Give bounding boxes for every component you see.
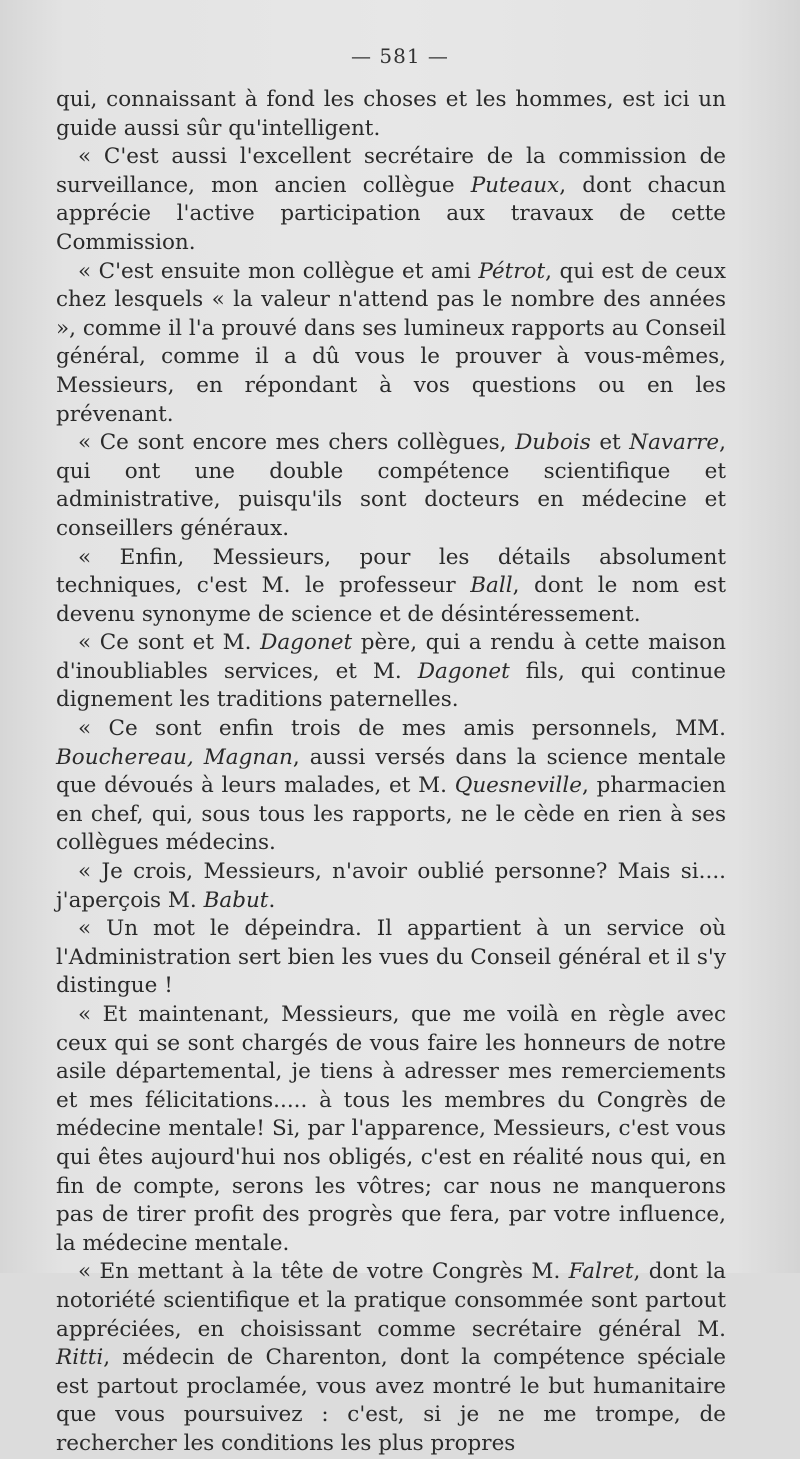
person-name: Falret	[568, 1259, 634, 1285]
paragraph-text: , dont la notoriété scientifique et la pratique consommée sont partout appréciées, en choisissant comme secrétaire général M.	[56, 1259, 726, 1342]
paragraph-text: , qui est de ceux chez lesquels « la valeur n'attend pas le nombre des années », comme il l'a prouvé dans ses lumineux rapports au Conseil général, comme il a dû vous le prouver à vous-mêmes, Messieurs, en répondant à vos questions ou en les prévenant.	[56, 258, 726, 427]
paragraph-text: et	[590, 430, 630, 456]
paragraph-text: « Je crois, Messieurs, n'avoir oublié personne? Mais si.... j'aperçois M.	[56, 859, 726, 913]
person-name: Dagonet	[417, 658, 510, 684]
paragraph-text: fils, qui continue dignement les traditions paternelles.	[56, 658, 727, 713]
paragraph-un-mot	[56, 915, 726, 1001]
paragraph-text: « Enfin, Messieurs, pour les détails absolument techniques, c'est M. le professeur	[56, 544, 726, 599]
paragraph-text: , qui ont une double compétence scientifique et administrative, puisqu'ils sont docteurs en médecine et conseillers généraux.	[56, 430, 726, 541]
paragraph-text: , aussi versés dans la science mentale que dévoués à leurs malades, et M.	[56, 744, 726, 799]
paragraph-falret	[56, 1258, 726, 1458]
paragraph-dubois-navarre	[56, 429, 726, 543]
paragraph-text: « C'est ensuite mon collègue et ami	[78, 258, 479, 284]
person-name: Ball	[470, 573, 513, 599]
paragraph-text: père, qui a rendu à cette maison d'inoubliables services, et M.	[56, 630, 726, 684]
paragraph-text: , pharmacien en chef, qui, sous tous les rapports, ne le cède en rien à ses collègues médecins.	[56, 773, 726, 856]
paragraph-text: , dont le nom est devenu synonyme de science et de désintéressement.	[56, 573, 726, 627]
paragraph-text: , médecin de Charenton, dont la compétence spéciale est partout proclamée, vous avez montré le but humanitaire que vous poursuivez : c'est, si je ne me trompe, de rechercher les conditions les plus propres	[56, 1345, 726, 1456]
person-name: Puteaux	[470, 172, 560, 198]
paragraph-text: « Et maintenant, Messieurs, que me voilà en règle avec ceux qui se sont chargés de vous faire les honneurs de notre asile départemental, je tiens à adresser mes remerciements et mes félicitations..... à tous les membres du Congrès de médecine mentale! Si, par l'apparence, Messieurs, c'est vous qui êtes aujourd'hui nos obligés, c'est en réalité nous qui, en fin de compte, serons les vôtres; car nous ne manquerons pas de tirer profit des progrès que fera, par votre influence, la médecine mentale.	[56, 1002, 726, 1256]
paragraph-text: « En mettant à la tête de votre Congrès M.	[78, 1259, 569, 1285]
paragraph-text: .	[268, 887, 276, 913]
person-name: Navarre	[629, 430, 720, 456]
paragraph-text: « Ce sont enfin trois de mes amis personnels, MM.	[78, 716, 726, 742]
person-name: Babut	[203, 887, 269, 913]
body-text	[56, 86, 726, 1459]
paragraph-petrot	[56, 258, 726, 430]
paragraph-continued	[56, 86, 726, 143]
paragraph-text: , dont chacun apprécie l'active participation aux travaux de cette Commission.	[56, 172, 726, 255]
paragraph-bouchereau	[56, 715, 726, 858]
paragraph-text: qui, connaissant à fond les choses et les hommes, est ici un guide aussi sûr qu'intelligent.	[56, 87, 726, 141]
paragraph-dagonet	[56, 629, 726, 715]
paragraph-text: « C'est aussi l'excellent secrétaire de la commission de surveillance, mon ancien collègue	[56, 144, 726, 198]
paragraph-babut	[56, 858, 726, 915]
person-name: Quesneville	[454, 773, 583, 799]
paragraph-text: « Ce sont et M.	[78, 630, 261, 656]
person-name: Bouchereau, Magnan	[56, 744, 293, 770]
paragraph-remerciements	[56, 1001, 726, 1258]
paragraph-ball	[56, 544, 726, 630]
paragraph-puteaux	[56, 143, 726, 257]
page-number: — 581 —	[351, 44, 449, 68]
paragraph-text: « Ce sont encore mes chers collègues,	[78, 430, 516, 456]
person-name: Pétrot	[478, 258, 546, 284]
person-name: Dagonet	[260, 630, 353, 656]
person-name: Ritti	[56, 1345, 104, 1371]
paragraph-text: « Un mot le dépeindra. Il appartient à un service où l'Administration sert bien les vues du Conseil général et il s'y distingue !	[56, 916, 726, 999]
person-name: Dubois	[515, 430, 591, 456]
